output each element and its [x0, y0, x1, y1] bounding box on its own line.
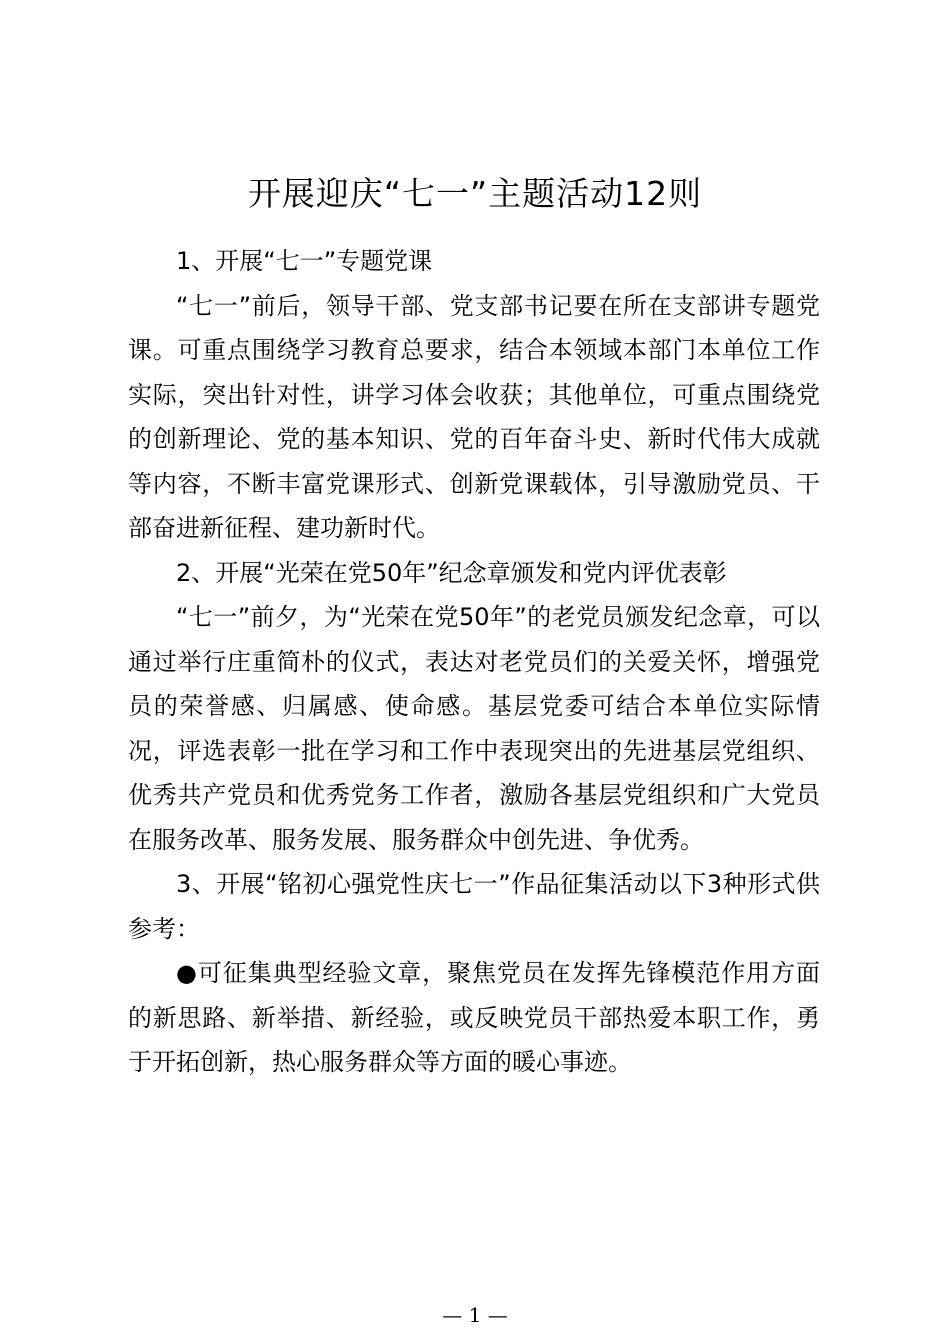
document-body — [128, 239, 820, 1085]
heading-2: 2、开展“光荣在党50年”纪念章颁发和党内评优表彰 — [176, 558, 727, 587]
paragraph-1: “七一”前后，领导干部、党支部书记要在所在支部讲专题党课。可重点围绕学习教育总要求，结合本领域本部门本单位工作实际，突出针对性，讲学习体会收获；其他单位，可重点围绕党的创新理论、党的基本知识、党的百年奋斗史、新时代伟大成就等内容，不断丰富党课形式、创新党课载体，引导激励党员、干部奋进新征程、建功新时代。 — [128, 291, 820, 542]
document-title: 开展迎庆“七一”主题活动12则 — [247, 174, 703, 213]
page-number: — 1 — — [442, 1303, 508, 1327]
bullet-paragraph-1: ●可征集典型经验文章，聚焦党员在发挥先锋模范作用方面的新思路、新举措、新经验，或反映党员干部热爱本职工作，勇于开拓创新，热心服务群众等方面的暖心事迹。 — [128, 959, 820, 1076]
paragraph-2: “七一”前夕，为“光荣在党50年”的老党员颁发纪念章，可以通过举行庄重简朴的仪式，表达对老党员们的关爱关怀，增强党员的荣誉感、归属感、使命感。基层党委可结合本单位实际情况，评选表彰一批在学习和工作中表现突出的先进基层党组织、优秀共产党员和优秀党务工作者，激励各基层党组织和广大党员在服务改革、服务发展、服务群众中创先进、争优秀。 — [128, 603, 820, 854]
heading-1: 1、开展“七一”专题党课 — [176, 247, 433, 275]
heading-3: 3、开展“铭初心强党性庆七一”作品征集活动以下3种形式供参考： — [128, 870, 820, 943]
